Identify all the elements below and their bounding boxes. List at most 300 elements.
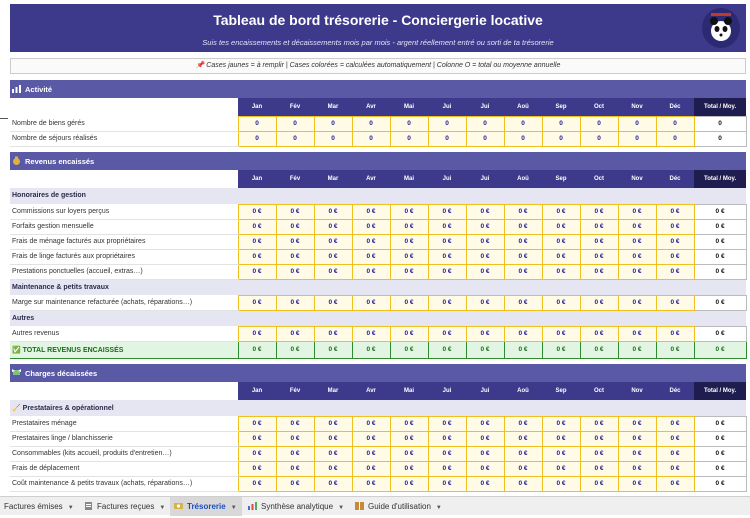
- tab-4[interactable]: [351, 497, 451, 516]
- input-cell[interactable]: 0 €: [390, 219, 428, 234]
- input-cell[interactable]: 0 €: [314, 476, 352, 491]
- input-cell[interactable]: 0 €: [390, 476, 428, 491]
- input-cell[interactable]: 0 €: [580, 476, 618, 491]
- tab-1[interactable]: [80, 497, 168, 516]
- section-title: Revenus encaissés: [25, 157, 95, 166]
- month-header-row: [10, 382, 746, 400]
- input-cell[interactable]: 0 €: [466, 431, 504, 446]
- input-cell[interactable]: 0 €: [580, 431, 618, 446]
- month-header-9: Oct: [580, 382, 618, 400]
- input-cell[interactable]: 0 €: [580, 264, 618, 279]
- input-cell[interactable]: 0 €: [276, 295, 314, 310]
- sheet-tab-bar: [0, 496, 750, 515]
- input-cell[interactable]: 0 €: [542, 326, 580, 341]
- input-cell[interactable]: 0 €: [542, 295, 580, 310]
- input-cell[interactable]: 0: [466, 116, 504, 131]
- input-cell[interactable]: 0 €: [428, 461, 466, 476]
- input-cell[interactable]: 0 €: [618, 326, 656, 341]
- input-cell[interactable]: 0 €: [466, 234, 504, 249]
- row-total: 0 €: [694, 295, 746, 310]
- month-header-7: Aoû: [504, 170, 542, 188]
- input-cell[interactable]: 0 €: [352, 219, 390, 234]
- row-total: 0 €: [694, 446, 746, 461]
- chevron-down-icon[interactable]: ▼: [159, 505, 166, 511]
- month-header-11: Déc: [656, 170, 694, 188]
- input-cell[interactable]: 0 €: [504, 219, 542, 234]
- input-cell[interactable]: 0 €: [504, 446, 542, 461]
- input-cell[interactable]: 0 €: [466, 249, 504, 264]
- input-cell[interactable]: 0: [276, 116, 314, 131]
- input-cell[interactable]: 0 €: [466, 461, 504, 476]
- month-header-7: Aoû: [504, 98, 542, 116]
- month-header-6: Jui: [466, 98, 504, 116]
- input-cell[interactable]: 0 €: [504, 204, 542, 219]
- input-cell[interactable]: 0 €: [580, 249, 618, 264]
- row-label: Nombre de biens gérés: [10, 116, 238, 131]
- input-cell[interactable]: 0 €: [276, 204, 314, 219]
- month-header-1: Fév: [276, 170, 314, 188]
- input-cell[interactable]: 0 €: [656, 416, 694, 431]
- table-row: [10, 446, 746, 461]
- section-title-cell: [10, 80, 746, 98]
- input-cell[interactable]: 0 €: [352, 416, 390, 431]
- input-cell[interactable]: 0: [352, 116, 390, 131]
- input-cell[interactable]: 0 €: [390, 446, 428, 461]
- chevron-down-icon[interactable]: ▼: [338, 505, 345, 511]
- month-header-row: [10, 170, 746, 188]
- input-cell[interactable]: 0 €: [504, 295, 542, 310]
- input-cell[interactable]: 0 €: [542, 204, 580, 219]
- header-blank-cell: [10, 98, 238, 116]
- input-cell[interactable]: 0: [542, 131, 580, 146]
- input-cell[interactable]: 0 €: [656, 295, 694, 310]
- table-row: [10, 219, 746, 234]
- total-header: Total / Moy.: [694, 382, 746, 400]
- money-icon: [174, 498, 183, 506]
- input-cell[interactable]: 0 €: [352, 234, 390, 249]
- input-cell[interactable]: 0 €: [428, 431, 466, 446]
- input-cell[interactable]: 0 €: [428, 249, 466, 264]
- input-cell[interactable]: 0 €: [618, 446, 656, 461]
- input-cell[interactable]: 0 €: [238, 461, 276, 476]
- table-row: [10, 461, 746, 476]
- input-cell[interactable]: 0: [580, 116, 618, 131]
- grand-total-cell: 0 €: [542, 341, 580, 358]
- input-cell[interactable]: 0 €: [580, 446, 618, 461]
- input-cell[interactable]: 0 €: [238, 416, 276, 431]
- input-cell[interactable]: 0: [428, 131, 466, 146]
- input-cell[interactable]: 0 €: [580, 326, 618, 341]
- table-row: [10, 476, 746, 491]
- input-cell[interactable]: 0 €: [618, 249, 656, 264]
- input-cell[interactable]: 0 €: [238, 326, 276, 341]
- input-cell[interactable]: 0 €: [466, 446, 504, 461]
- grand-total-cell: 0 €: [314, 341, 352, 358]
- month-header-0: Jan: [238, 382, 276, 400]
- section-title-cell: [10, 364, 746, 382]
- month-header-9: Oct: [580, 98, 618, 116]
- input-cell[interactable]: 0 €: [618, 264, 656, 279]
- group-subtitle: Honoraires de gestion: [10, 188, 746, 204]
- input-cell[interactable]: 0 €: [656, 249, 694, 264]
- input-cell[interactable]: 0 €: [314, 295, 352, 310]
- input-cell[interactable]: 0 €: [276, 219, 314, 234]
- row-label: Autres revenus: [10, 326, 238, 341]
- input-cell[interactable]: 0 €: [238, 204, 276, 219]
- input-cell[interactable]: 0 €: [428, 416, 466, 431]
- input-cell[interactable]: 0 €: [656, 234, 694, 249]
- chart-icon: [12, 84, 21, 93]
- input-cell[interactable]: 0: [580, 131, 618, 146]
- table-row: [10, 116, 746, 131]
- total-header: Total / Moy.: [694, 98, 746, 116]
- title-banner: [10, 4, 746, 52]
- input-cell[interactable]: 0: [238, 131, 276, 146]
- input-cell[interactable]: 0 €: [466, 476, 504, 491]
- month-header-4: Mai: [390, 170, 428, 188]
- input-cell[interactable]: 0 €: [542, 461, 580, 476]
- table-row: [10, 326, 746, 341]
- input-cell[interactable]: 0 €: [542, 446, 580, 461]
- input-cell[interactable]: 0: [618, 131, 656, 146]
- row-total: 0 €: [694, 234, 746, 249]
- section-title-cell: [10, 152, 746, 170]
- input-cell[interactable]: 0 €: [428, 264, 466, 279]
- input-cell[interactable]: 0 €: [390, 249, 428, 264]
- month-header-0: Jan: [238, 170, 276, 188]
- money-bag-icon: [12, 156, 21, 165]
- input-cell[interactable]: 0 €: [618, 476, 656, 491]
- input-cell[interactable]: 0 €: [314, 249, 352, 264]
- input-cell[interactable]: 0 €: [352, 204, 390, 219]
- row-total: 0 €: [694, 219, 746, 234]
- input-cell[interactable]: 0 €: [580, 416, 618, 431]
- row-label: Frais de déplacement: [10, 461, 238, 476]
- grand-total-cell: 0 €: [656, 341, 694, 358]
- input-cell[interactable]: 0 €: [428, 234, 466, 249]
- input-cell[interactable]: 0 €: [618, 416, 656, 431]
- input-cell[interactable]: 0: [352, 131, 390, 146]
- input-cell[interactable]: 0 €: [314, 219, 352, 234]
- input-cell[interactable]: 0 €: [656, 326, 694, 341]
- money-wings-icon: [12, 368, 21, 377]
- input-cell[interactable]: 0 €: [618, 234, 656, 249]
- input-cell[interactable]: 0 €: [314, 431, 352, 446]
- month-header-8: Sep: [542, 382, 580, 400]
- input-cell[interactable]: 0 €: [504, 234, 542, 249]
- header-blank-cell: [10, 382, 238, 400]
- input-cell[interactable]: 0 €: [428, 204, 466, 219]
- input-cell[interactable]: 0 €: [276, 476, 314, 491]
- input-cell[interactable]: 0 €: [352, 326, 390, 341]
- grand-total-cell: 0 €: [504, 341, 542, 358]
- input-cell[interactable]: 0 €: [238, 264, 276, 279]
- input-cell[interactable]: 0 €: [542, 234, 580, 249]
- input-cell[interactable]: 0 €: [390, 416, 428, 431]
- input-cell[interactable]: 0 €: [352, 431, 390, 446]
- row-total: 0 €: [694, 326, 746, 341]
- grand-total-row: [10, 341, 746, 358]
- input-cell[interactable]: 0 €: [390, 326, 428, 341]
- row-label: Marge sur maintenance refacturée (achats, réparations…): [10, 295, 238, 310]
- input-cell[interactable]: 0 €: [542, 431, 580, 446]
- input-cell[interactable]: 0 €: [656, 431, 694, 446]
- grand-total-cell: 0 €: [390, 341, 428, 358]
- input-cell[interactable]: 0 €: [276, 234, 314, 249]
- row-label: Prestataires ménage: [10, 416, 238, 431]
- month-header-11: Déc: [656, 98, 694, 116]
- input-cell[interactable]: 0 €: [618, 461, 656, 476]
- input-cell[interactable]: 0 €: [314, 416, 352, 431]
- input-cell[interactable]: 0: [504, 116, 542, 131]
- row-label: Forfaits gestion mensuelle: [10, 219, 238, 234]
- input-cell[interactable]: 0 €: [238, 476, 276, 491]
- chevron-down-icon[interactable]: ▼: [435, 505, 442, 511]
- bar-chart-icon: [248, 498, 257, 506]
- grand-total-cell: 0 €: [618, 341, 656, 358]
- input-cell[interactable]: 0 €: [352, 264, 390, 279]
- cashflow-table: [10, 80, 747, 492]
- input-cell[interactable]: 0: [238, 116, 276, 131]
- input-cell[interactable]: 0 €: [656, 204, 694, 219]
- input-cell[interactable]: 0 €: [276, 461, 314, 476]
- row-total: 0 €: [694, 416, 746, 431]
- tab-label: Guide d'utilisation: [368, 502, 431, 511]
- input-cell[interactable]: 0 €: [618, 431, 656, 446]
- month-header-11: Déc: [656, 382, 694, 400]
- section-title: Charges décaissées: [25, 369, 98, 378]
- input-cell[interactable]: 0 €: [276, 431, 314, 446]
- input-cell[interactable]: 0 €: [504, 416, 542, 431]
- section-title: Activité: [25, 85, 53, 94]
- input-cell[interactable]: 0: [656, 116, 694, 131]
- month-header-2: Mar: [314, 382, 352, 400]
- group-subtitle-row: [10, 279, 746, 295]
- input-cell[interactable]: 0: [618, 116, 656, 131]
- input-cell[interactable]: 0 €: [390, 431, 428, 446]
- row-label: Prestataires linge / blanchisserie: [10, 431, 238, 446]
- input-cell[interactable]: 0 €: [656, 219, 694, 234]
- input-cell[interactable]: 0: [656, 131, 694, 146]
- row-marker: [0, 118, 8, 119]
- receipt-icon: [84, 498, 93, 506]
- table-row: [10, 431, 746, 446]
- row-total: 0 €: [694, 476, 746, 491]
- grand-total-cell: 0 €: [580, 341, 618, 358]
- input-cell[interactable]: 0 €: [542, 219, 580, 234]
- input-cell[interactable]: 0: [504, 131, 542, 146]
- input-cell[interactable]: 0 €: [466, 326, 504, 341]
- input-cell[interactable]: 0 €: [238, 295, 276, 310]
- total-header: Total / Moy.: [694, 170, 746, 188]
- input-cell[interactable]: 0 €: [504, 461, 542, 476]
- input-cell[interactable]: 0 €: [314, 264, 352, 279]
- tab-0[interactable]: [0, 497, 78, 516]
- input-cell[interactable]: 0 €: [276, 326, 314, 341]
- row-label: Commissions sur loyers perçus: [10, 204, 238, 219]
- input-cell[interactable]: 0 €: [542, 416, 580, 431]
- input-cell[interactable]: 0 €: [238, 431, 276, 446]
- month-header-1: Fév: [276, 98, 314, 116]
- month-header-1: Fév: [276, 382, 314, 400]
- group-subtitle-row: [10, 188, 746, 204]
- input-cell[interactable]: 0 €: [656, 461, 694, 476]
- month-header-4: Mai: [390, 382, 428, 400]
- tab-label: Factures reçues: [97, 502, 155, 511]
- row-total: 0 €: [694, 431, 746, 446]
- input-cell[interactable]: 0 €: [618, 295, 656, 310]
- input-cell[interactable]: 0 €: [618, 204, 656, 219]
- group-subtitle: 🧹 Prestataires & opérationnel: [10, 400, 746, 416]
- input-cell[interactable]: 0 €: [390, 295, 428, 310]
- month-header-6: Jui: [466, 170, 504, 188]
- row-label: Consommables (kits accueil, produits d'entretien…): [10, 446, 238, 461]
- input-cell[interactable]: 0 €: [314, 446, 352, 461]
- input-cell[interactable]: 0 €: [314, 234, 352, 249]
- month-header-10: Nov: [618, 170, 656, 188]
- tab-3[interactable]: [244, 497, 349, 516]
- chevron-down-icon[interactable]: ▼: [67, 505, 74, 511]
- input-cell[interactable]: 0 €: [466, 416, 504, 431]
- input-cell[interactable]: 0 €: [314, 326, 352, 341]
- month-header-8: Sep: [542, 170, 580, 188]
- grand-total-cell: 0 €: [276, 341, 314, 358]
- input-cell[interactable]: 0 €: [542, 249, 580, 264]
- grand-total-cell: 0 €: [466, 341, 504, 358]
- input-cell[interactable]: 0 €: [238, 249, 276, 264]
- input-cell[interactable]: 0: [314, 116, 352, 131]
- input-cell[interactable]: 0 €: [580, 204, 618, 219]
- table-row: [10, 249, 746, 264]
- input-cell[interactable]: 0: [390, 131, 428, 146]
- input-cell[interactable]: 0: [276, 131, 314, 146]
- input-cell[interactable]: 0 €: [352, 249, 390, 264]
- input-cell[interactable]: 0 €: [504, 431, 542, 446]
- table-row: [10, 234, 746, 249]
- grand-total-cell: 0 €: [352, 341, 390, 358]
- input-cell[interactable]: 0: [314, 131, 352, 146]
- input-cell[interactable]: 0: [542, 116, 580, 131]
- input-cell[interactable]: 0 €: [352, 476, 390, 491]
- section-header: [10, 364, 746, 382]
- input-cell[interactable]: 0 €: [238, 234, 276, 249]
- input-cell[interactable]: 0: [428, 116, 466, 131]
- tab-label: Factures émises: [4, 502, 63, 511]
- input-cell[interactable]: 0 €: [504, 249, 542, 264]
- input-cell[interactable]: 0 €: [580, 219, 618, 234]
- row-total: 0 €: [694, 461, 746, 476]
- input-cell[interactable]: 0: [390, 116, 428, 131]
- input-cell[interactable]: 0 €: [276, 249, 314, 264]
- input-cell[interactable]: 0 €: [428, 476, 466, 491]
- input-cell[interactable]: 0 €: [428, 446, 466, 461]
- month-header-0: Jan: [238, 98, 276, 116]
- month-header-6: Jui: [466, 382, 504, 400]
- input-cell[interactable]: 0 €: [580, 295, 618, 310]
- input-cell[interactable]: 0 €: [580, 461, 618, 476]
- month-header-7: Aoû: [504, 382, 542, 400]
- chevron-down-icon[interactable]: ▼: [230, 505, 237, 511]
- input-cell[interactable]: 0 €: [314, 461, 352, 476]
- input-cell[interactable]: 0 €: [352, 295, 390, 310]
- input-cell[interactable]: 0 €: [656, 264, 694, 279]
- input-cell[interactable]: 0 €: [542, 264, 580, 279]
- group-subtitle: Maintenance & petits travaux: [10, 279, 746, 295]
- input-cell[interactable]: 0 €: [466, 219, 504, 234]
- input-cell[interactable]: 0 €: [390, 234, 428, 249]
- input-cell[interactable]: 0 €: [352, 446, 390, 461]
- input-cell[interactable]: 0 €: [656, 476, 694, 491]
- input-cell[interactable]: 0 €: [504, 264, 542, 279]
- month-header-5: Jui: [428, 382, 466, 400]
- group-subtitle-row: [10, 310, 746, 326]
- input-cell[interactable]: 0 €: [390, 204, 428, 219]
- section-header: [10, 80, 746, 98]
- input-cell[interactable]: 0 €: [466, 264, 504, 279]
- input-cell[interactable]: 0 €: [504, 326, 542, 341]
- input-cell[interactable]: 0 €: [618, 219, 656, 234]
- input-cell[interactable]: 0 €: [580, 234, 618, 249]
- table-row: [10, 416, 746, 431]
- input-cell[interactable]: 0 €: [466, 204, 504, 219]
- month-header-3: Avr: [352, 382, 390, 400]
- month-header-10: Nov: [618, 382, 656, 400]
- grand-total-label: ✅ TOTAL REVENUS ENCAISSÉS: [10, 341, 238, 358]
- month-header-row: [10, 98, 746, 116]
- input-cell[interactable]: 0 €: [276, 264, 314, 279]
- tab-label: Synthèse analytique: [261, 502, 334, 511]
- group-subtitle-row: [10, 400, 746, 416]
- month-header-5: Jui: [428, 170, 466, 188]
- input-cell[interactable]: 0 €: [656, 446, 694, 461]
- input-cell[interactable]: 0 €: [466, 295, 504, 310]
- input-cell[interactable]: 0 €: [428, 219, 466, 234]
- grand-total-sum: 0 €: [694, 341, 746, 358]
- tab-2[interactable]: [170, 497, 242, 516]
- month-header-3: Avr: [352, 170, 390, 188]
- input-cell[interactable]: 0 €: [238, 446, 276, 461]
- input-cell[interactable]: 0 €: [428, 326, 466, 341]
- input-cell[interactable]: 0 €: [276, 416, 314, 431]
- input-cell[interactable]: 0 €: [314, 204, 352, 219]
- row-total: 0 €: [694, 204, 746, 219]
- input-cell[interactable]: 0 €: [390, 461, 428, 476]
- input-cell[interactable]: 0 €: [428, 295, 466, 310]
- table-row: [10, 295, 746, 310]
- month-header-4: Mai: [390, 98, 428, 116]
- row-label: Nombre de séjours réalisés: [10, 131, 238, 146]
- input-cell[interactable]: 0 €: [352, 461, 390, 476]
- mascot-logo: [702, 8, 740, 48]
- month-header-8: Sep: [542, 98, 580, 116]
- page-title: Tableau de bord trésorerie - Conciergerie locative: [213, 12, 543, 28]
- input-cell[interactable]: 0 €: [542, 476, 580, 491]
- month-header-2: Mar: [314, 170, 352, 188]
- header-blank-cell: [10, 170, 238, 188]
- input-cell[interactable]: 0 €: [276, 446, 314, 461]
- input-cell[interactable]: 0 €: [238, 219, 276, 234]
- input-cell[interactable]: 0 €: [504, 476, 542, 491]
- month-header-5: Jui: [428, 98, 466, 116]
- grand-total-cell: 0 €: [238, 341, 276, 358]
- grand-total-cell: 0 €: [428, 341, 466, 358]
- input-cell[interactable]: 0 €: [390, 264, 428, 279]
- row-label: Prestations ponctuelles (accueil, extras…): [10, 264, 238, 279]
- input-cell[interactable]: 0: [466, 131, 504, 146]
- row-label: Coût maintenance & petits travaux (achats, réparations…): [10, 476, 238, 491]
- row-label: Frais de linge facturés aux propriétaires: [10, 249, 238, 264]
- row-label: Frais de ménage facturés aux propriétaires: [10, 234, 238, 249]
